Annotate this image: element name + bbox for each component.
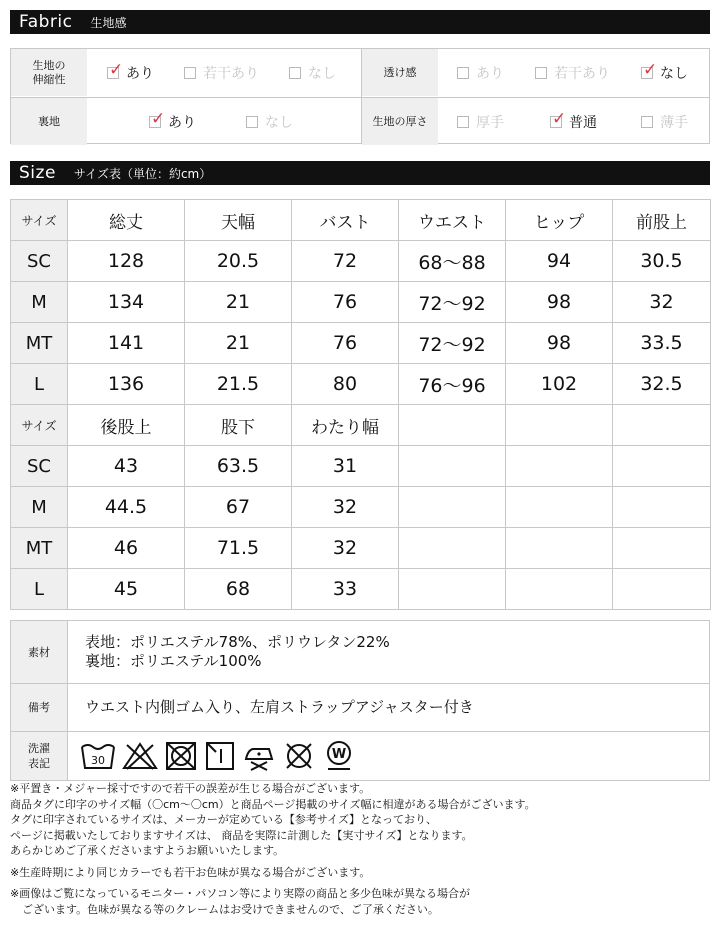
checkbox-empty-icon (641, 116, 653, 128)
size-row (11, 487, 711, 528)
measurement-cell: 141 (68, 323, 185, 364)
checkbox-checked-icon: ✓ (552, 108, 567, 129)
info-table (10, 620, 710, 781)
checkbox-checked-icon: ✓ (643, 59, 658, 80)
material-value: 表地：ポリエステル78%、ポリウレタン22% 裏地：ポリエステル100% (68, 621, 710, 684)
measurement-cell: 32.5 (613, 364, 711, 405)
fabric-row-1 (11, 49, 709, 96)
size-name-cell: SC (11, 446, 68, 487)
fabric-title: Fabric (19, 12, 73, 32)
iron-low-icon (242, 741, 276, 771)
care-row (11, 732, 710, 781)
size-row (11, 241, 711, 282)
measurement-cell: 102 (506, 364, 613, 405)
thickness-option-thin: 薄手 (641, 98, 688, 145)
measurement-cell (506, 446, 613, 487)
size-row (11, 282, 711, 323)
measurement-cell: 136 (68, 364, 185, 405)
lining-option-no: なし (246, 98, 293, 145)
measurement-cell: 63.5 (185, 446, 292, 487)
size-name-cell: L (11, 364, 68, 405)
size-name-cell: M (11, 282, 68, 323)
measurement-cell: 94 (506, 241, 613, 282)
column-header: ヒップ (506, 200, 613, 241)
measurement-cell: 31 (292, 446, 399, 487)
fabric-grid (10, 48, 710, 144)
column-header: 後股上 (68, 405, 185, 446)
size-name-cell: SC (11, 241, 68, 282)
measurement-cell (399, 487, 506, 528)
size-name-cell: L (11, 569, 68, 610)
measurement-cell: 72〜92 (399, 323, 506, 364)
fabric-row-2 (11, 97, 709, 144)
sheer-option-yes: あり (457, 49, 504, 96)
size-header-row (11, 200, 711, 241)
stretch-option-yes: ✓ あり (109, 59, 154, 82)
measurement-cell (613, 446, 711, 487)
wash-30-icon (80, 741, 116, 771)
no-bleach-icon (122, 741, 158, 771)
size-name-cell: M (11, 487, 68, 528)
column-header (399, 405, 506, 446)
note-line: ございます。色味が異なる等のクレームはお受けできませんので、ご了承ください。 (22, 902, 439, 916)
remarks-value: ウエスト内側ゴム入り、左肩ストラップアジャスター付き (68, 684, 710, 732)
column-header: 前股上 (613, 200, 711, 241)
measurement-cell: 32 (292, 528, 399, 569)
measurement-cell: 72 (292, 241, 399, 282)
checkbox-empty-icon (457, 67, 469, 79)
lining-label: 裏地 (11, 98, 87, 145)
measurement-cell: 32 (613, 282, 711, 323)
fabric-section-header (10, 10, 710, 34)
wet-clean-icon (322, 740, 356, 772)
size-label-header: サイズ (11, 200, 68, 241)
measurement-cell: 128 (68, 241, 185, 282)
size-row (11, 528, 711, 569)
svg-text:W: W (331, 747, 347, 762)
size-row (11, 364, 711, 405)
checkbox-empty-icon (184, 67, 196, 79)
thickness-option-normal: ✓ 普通 (552, 108, 597, 131)
measurement-cell: 44.5 (68, 487, 185, 528)
remarks-row (11, 684, 710, 732)
measurement-cell: 68 (185, 569, 292, 610)
size-name-cell: MT (11, 323, 68, 364)
measurement-cell: 76 (292, 323, 399, 364)
measurement-cell: 68〜88 (399, 241, 506, 282)
measurement-cell: 80 (292, 364, 399, 405)
checkbox-checked-icon: ✓ (151, 108, 166, 129)
size-subtitle: サイズ表（単位：約cm） (73, 166, 212, 181)
column-header: 総丈 (68, 200, 185, 241)
column-header (613, 405, 711, 446)
stretch-label: 生地の 伸縮性 (11, 49, 87, 96)
measurement-cell: 32 (292, 487, 399, 528)
measurement-cell: 46 (68, 528, 185, 569)
column-header (506, 405, 613, 446)
size-name-cell: MT (11, 528, 68, 569)
measurement-cell (506, 569, 613, 610)
column-header: 天幅 (185, 200, 292, 241)
remarks-label: 備考 (11, 684, 68, 732)
no-dry-clean-icon (282, 741, 316, 771)
fabric-subtitle: 生地感 (90, 15, 127, 30)
measurement-cell: 134 (68, 282, 185, 323)
size-row (11, 323, 711, 364)
note-line: ページに掲載いたしておりますサイズは、 商品を実際に計測した【実寸サイズ】となります。 (10, 828, 473, 842)
size-section-header (10, 161, 710, 185)
measurement-cell: 76〜96 (399, 364, 506, 405)
measurement-cell: 21 (185, 323, 292, 364)
measurement-cell: 76 (292, 282, 399, 323)
measurement-cell: 21 (185, 282, 292, 323)
measurement-cell: 98 (506, 323, 613, 364)
thickness-label: 生地の厚さ (362, 98, 438, 145)
size-title: Size (19, 163, 56, 183)
line-dry-shade-icon (204, 741, 236, 771)
size-header-row (11, 405, 711, 446)
checkbox-empty-icon (246, 116, 258, 128)
checkbox-checked-icon: ✓ (109, 59, 124, 80)
measurement-cell: 33 (292, 569, 399, 610)
size-row (11, 446, 711, 487)
thickness-option-thick: 厚手 (457, 98, 504, 145)
checkbox-empty-icon (535, 67, 547, 79)
column-header: バスト (292, 200, 399, 241)
measurement-cell (399, 569, 506, 610)
column-header: わたり幅 (292, 405, 399, 446)
measurement-cell: 43 (68, 446, 185, 487)
material-label: 素材 (11, 621, 68, 684)
note-line: ※平置き・メジャー採寸ですので若干の誤差が生じる場合がございます。 (10, 782, 371, 795)
care-label: 洗濯 表記 (11, 732, 68, 781)
column-header: ウエスト (399, 200, 506, 241)
note-line: タグに印字されているサイズは、メーカーが定めている【参考サイズ】となっており、 (10, 813, 438, 826)
note-line: ※画像はご覧になっているモニター・パソコン等により実際の商品と多少色味が異なる場合が (10, 887, 470, 900)
sheer-option-slight: 若干あり (535, 49, 610, 96)
size-row (11, 569, 711, 610)
measurement-cell (399, 446, 506, 487)
size-label-header: サイズ (11, 405, 68, 446)
measurement-cell: 98 (506, 282, 613, 323)
measurement-cell: 30.5 (613, 241, 711, 282)
measurement-cell (506, 487, 613, 528)
sheer-label: 透け感 (362, 49, 438, 96)
notes (10, 781, 710, 917)
measurement-cell: 20.5 (185, 241, 292, 282)
no-tumble-dry-icon (164, 741, 198, 771)
measurement-cell: 33.5 (613, 323, 711, 364)
note-line: ※生産時期により同じカラーでも若干お色味が異なる場合がございます。 (10, 865, 371, 879)
care-symbols (68, 732, 710, 781)
svg-text:30: 30 (91, 754, 105, 767)
material-row (11, 621, 710, 684)
lining-option-yes: ✓ あり (151, 108, 196, 131)
measurement-cell: 67 (185, 487, 292, 528)
measurement-cell: 72〜92 (399, 282, 506, 323)
stretch-option-slight: 若干あり (184, 49, 259, 96)
checkbox-empty-icon (289, 67, 301, 79)
measurement-cell (613, 487, 711, 528)
note-line: 商品タグに印字のサイズ幅（〇cm〜〇cm）と商品ページ掲載のサイズ幅に相違がある場合がございます。 (10, 797, 536, 811)
column-header: 股下 (185, 405, 292, 446)
measurement-cell (506, 528, 613, 569)
stretch-option-no: なし (289, 49, 336, 96)
measurement-cell (613, 569, 711, 610)
measurement-cell (613, 528, 711, 569)
checkbox-empty-icon (457, 116, 469, 128)
measurement-cell: 21.5 (185, 364, 292, 405)
sheer-option-no: ✓ なし (643, 59, 688, 82)
measurement-cell (399, 528, 506, 569)
measurement-cell: 71.5 (185, 528, 292, 569)
size-table (10, 199, 711, 610)
measurement-cell: 45 (68, 569, 185, 610)
note-line: あらかじめご了承くださいますようお願いいたします。 (10, 844, 285, 857)
